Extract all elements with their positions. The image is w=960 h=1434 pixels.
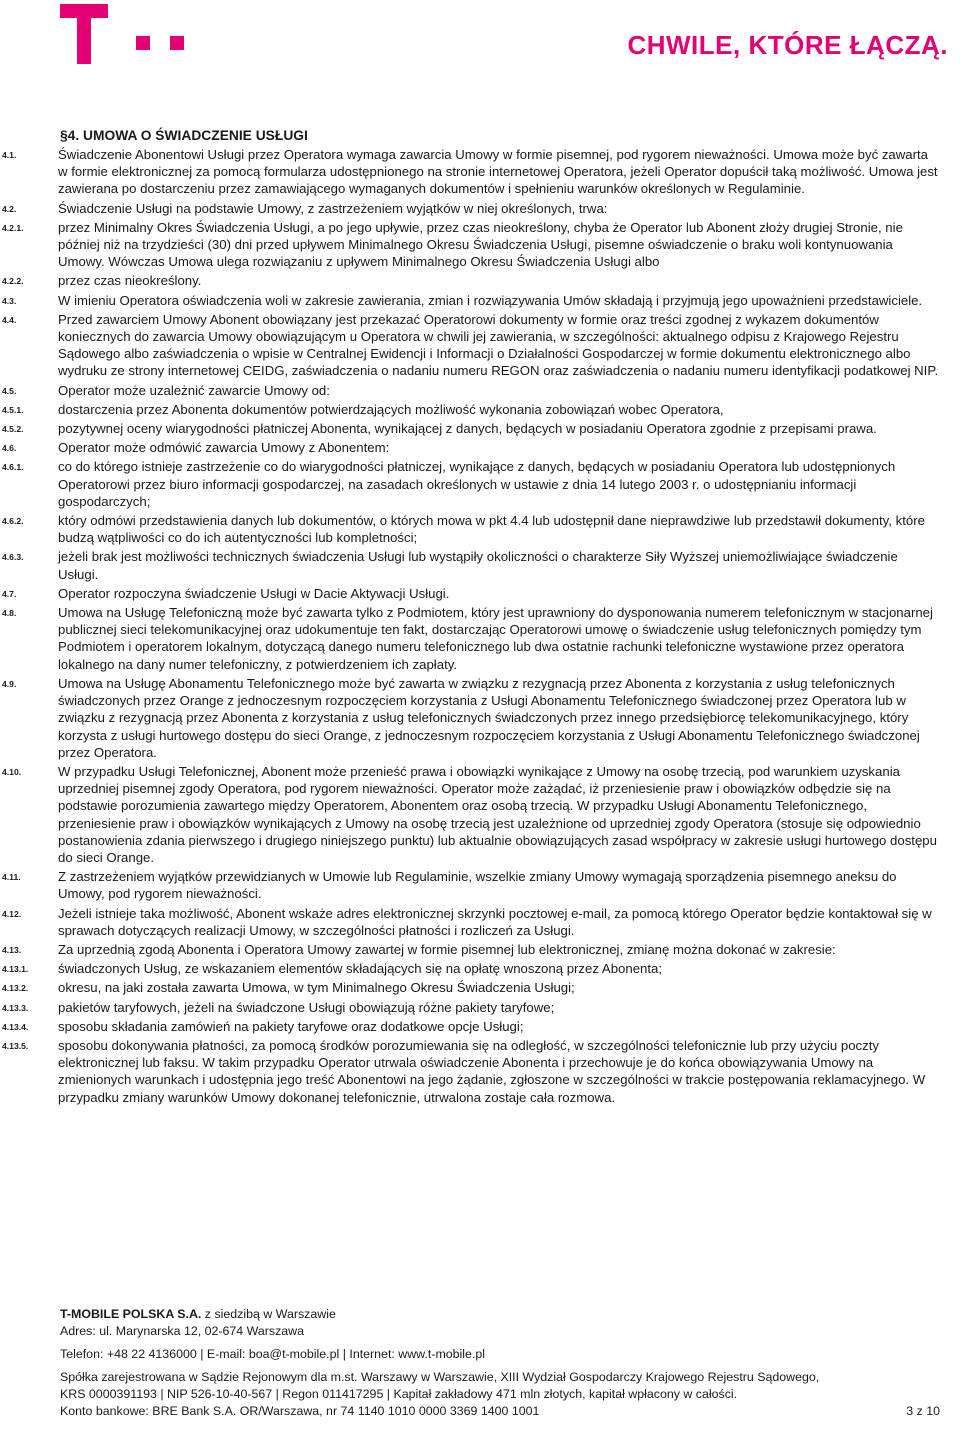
clause-item xyxy=(0,219,960,271)
footer-bank-row xyxy=(60,1403,950,1420)
page-number: 3 z 10 xyxy=(906,1404,940,1418)
footer-contact: Telefon: +48 22 4136000 | E-mail: boa@t-mobile.pl | Internet: www.t-mobile.pl xyxy=(60,1347,486,1361)
clause-item xyxy=(0,458,960,510)
clause-text: Świadczenie Abonentowi Usługi przez Operatora wymaga zawarcia Umowy w formie pisemnej, pod rygorem nieważności. Umowa może być zawarta w formie elektronicznej za pomocą formularza udostępnionego na stronie internetowej Operatora, jeżeli Operator dopuścił taką możliwość. Umowa jest zawierana po dostarczeniu przez zamawiającego wymaganych dokumentów i spełnieniu warunków określonych w Regulaminie. xyxy=(58,147,938,197)
brand-slogan: CHWILE, KTÓRE ŁĄCZĄ. xyxy=(627,30,948,60)
t-mobile-logo-icon xyxy=(60,4,108,64)
clause-number: 4.9. xyxy=(2,678,17,689)
clause-text: Operator rozpoczyna świadczenie Usługi w Dacie Aktywacji Usługi. xyxy=(58,585,450,601)
clause-item xyxy=(0,146,960,198)
section-title: §4. UMOWA O ŚWIADCZENIE USŁUGI xyxy=(60,128,308,143)
clause-number: 4.3. xyxy=(2,295,17,306)
company-seat: z siedzibą w Warszawie xyxy=(201,1307,336,1321)
clause-text: okresu, na jaki została zawarta Umowa, w tym Minimalnego Okresu Świadczenia Usługi; xyxy=(58,980,575,996)
clause-text: świadczonych Usług, ze wskazaniem elementów składających się na opłatę wnoszoną przez Abonenta; xyxy=(58,961,663,977)
clause-item xyxy=(0,999,960,1016)
clause-text: Umowa na Usługę Abonamentu Telefonicznego może być zawarta w związku z rezygnacją przez Abonenta z korzystania z usług telefonicznych świadczonych przez Orange z jednoczesnym rozpoczęciem korzystania z Usługi Abonamentu Telefonicznego świadczonej przez Operatora lub w związku z rezygnacją przez Abonenta z korzystania z usług telefonicznych świadczonych przez innego przedsiębiorcę telekomunikacyjnego, który korzysta z usługi hurtowego dostępu do sieci Orange, z jednoczesnym rozpoczęciem korzystania z Usługi Abonamentu Telefonicznego świadczonej przez Operatora. xyxy=(58,675,920,760)
clause-text: Świadczenie Usługi na podstawie Umowy, z zastrzeżeniem wyjątków w niej określonych, trwa: xyxy=(58,200,608,216)
clause-number: 4.6.2. xyxy=(2,516,24,527)
clause-item xyxy=(0,512,960,546)
clause-item xyxy=(0,905,960,939)
clause-text: Operator może uzależnić zawarcie Umowy od: xyxy=(58,382,330,398)
clause-text: sposobu składania zamówień na pakiety taryfowe oraz dodatkowe opcje Usługi; xyxy=(58,1018,524,1034)
clause-text: W imieniu Operatora oświadczenia woli w zakresie zawierania, zmian i rozwiązywania Umów składają i przyjmują jego upoważnieni przedstawiciele. xyxy=(58,292,923,308)
clause-item xyxy=(0,292,960,309)
footer-registry: Spółka zarejestrowana w Sądzie Rejonowym dla m.st. Warszawy w Warszawie, XIII Wydział Gospodarczy Krajowego Rejestru Sądowego, xyxy=(60,1370,820,1384)
footer-krs: KRS 0000391193 | NIP 526-10-40-567 | Regon 011417295 | Kapitał zakładowy 471 mln złotych, kapitał wpłacony w całości. xyxy=(60,1387,738,1401)
clause-number: 4.13.5. xyxy=(2,1040,29,1051)
clause-text: pozytywnej oceny wiarygodności płatniczej Abonenta, wynikającej z danych, będących w posiadaniu Operatora zgodnie z przepisami prawa. xyxy=(58,421,877,437)
clause-number: 4.5. xyxy=(2,385,17,396)
clause-number: 4.13.4. xyxy=(2,1021,29,1032)
clause-number: 4.8. xyxy=(2,608,17,619)
clause-number: 4.1. xyxy=(2,150,17,160)
clause-text: przez czas nieokreślony. xyxy=(58,273,202,289)
clause-item xyxy=(0,960,960,977)
clause-list xyxy=(0,146,960,1106)
clause-item xyxy=(0,200,960,217)
clause-item xyxy=(0,763,960,866)
clause-item xyxy=(0,1037,960,1106)
clause-text: pakietów taryfowych, jeżeli na świadczone Usługi obowiązują różne pakiety taryfowe; xyxy=(58,999,555,1015)
clause-text: dostarczenia przez Abonenta dokumentów potwierdzających możliwość wykonania zobowiązań wobec Operatora, xyxy=(58,401,724,417)
clause-item xyxy=(0,675,960,761)
page-header xyxy=(0,0,960,80)
clause-item xyxy=(0,272,960,289)
clause-text: W przypadku Usługi Telefonicznej, Abonent może przenieść prawa i obowiązki wynikające z Umowy na osobę trzecią, pod warunkiem uzyskania uprzedniej pisemnej zgody Operatora, pod rygorem nieważności. Operator może zażądać, iż przeniesienie praw i obowiązków odbędzie się na podstawie porozumienia zawartego między Operatorem, Abonentem oraz osobą trzecią. W przypadku Usługi Abonamentu Telefonicznego, przeniesienie praw i obowiązków wynikających z Umowy na osobę trzecią jest uzależnione od uprzedniej zgody Operatora (stosuje się odpowiednio postanowienia zdania pierwszego i drugiego niniejszego punktu) lub aktualnie obowiązujących zasad współpracy w zakresie usługi hurtowego dostępu do sieci Orange. xyxy=(58,763,937,865)
clause-text: Z zastrzeżeniem wyjątków przewidzianych w Umowie lub Regulaminie, wszelkie zmiany Umowy wymagają sporządzenia pisemnego aneksu do Umowy, pod rygorem nieważności. xyxy=(58,869,897,902)
clause-number: 4.13. xyxy=(2,944,22,955)
logo-square-icon xyxy=(136,36,150,50)
company-name: T-MOBILE POLSKA S.A. xyxy=(60,1307,202,1321)
clause-item xyxy=(0,439,960,456)
footer-address: Adres: ul. Marynarska 12, 02-674 Warszawa xyxy=(60,1324,305,1338)
clause-number: 4.5.1. xyxy=(2,404,24,415)
clause-item xyxy=(0,420,960,437)
clause-number: 4.13.3. xyxy=(2,1002,29,1013)
clause-text: co do którego istnieje zastrzeżenie co do wiarygodności płatniczej, wynikające z danych, będących w posiadaniu Operatora lub udostępnionych Operatorowi przez biuro informacji gospodarczej, na zasadach określonych w ustawie z dnia 14 lutego 2003 r. o udostępnianiu informacji gospodarczych; xyxy=(58,459,896,509)
clause-item xyxy=(0,585,960,602)
footer-bank: Konto bankowe: BRE Bank S.A. OR/Warszawa, nr 74 1140 1010 0000 3369 1400 1001 xyxy=(60,1404,540,1418)
logo-square-icon xyxy=(170,36,184,50)
clause-text: Jeżeli istnieje taka możliwość, Abonent wskaże adres elektronicznej skrzynki pocztowej e-mail, za pomocą którego Operator będzie kontaktował się w sprawach dotyczących realizacji Umowy, w szczególności płatności i rozliczeń za Usługi. xyxy=(58,905,932,938)
clause-number: 4.13.1. xyxy=(2,964,29,975)
clause-number: 4.5.2. xyxy=(2,424,24,435)
clause-item xyxy=(0,401,960,418)
clause-item xyxy=(0,868,960,902)
clause-item xyxy=(0,941,960,958)
clause-number: 4.10. xyxy=(2,766,22,777)
footer-company xyxy=(60,1306,950,1323)
clause-text: Operator może odmówić zawarcia Umowy z Abonentem: xyxy=(58,440,390,456)
clause-number: 4.2.1. xyxy=(2,222,24,233)
clause-number: 4.11. xyxy=(2,872,21,883)
clause-text: jeżeli brak jest możliwości technicznych świadczenia Usługi lub wystąpiły okoliczności o charakterze Siły Wyższej uniemożliwiające świadczenie Usługi. xyxy=(58,549,898,582)
clause-number: 4.6.1. xyxy=(2,462,24,473)
clause-item xyxy=(0,979,960,996)
clause-number: 4.2.2. xyxy=(2,276,24,287)
clause-item xyxy=(0,1018,960,1035)
clause-number: 4.13.2. xyxy=(2,983,29,994)
clause-text: przez Minimalny Okres Świadczenia Usługi, a po jego upływie, przez czas nieokreślony, chyba że Operator lub Abonent złoży drugiej Stronie, nie później niż na trzydzieści (30) dni przed upływem Minimalnego Okresu Świadczenia Usługi, pisemne oświadczenie o braku woli kontynuowania Umowy. Wówczas Umowa ulega rozwiązaniu z upływem Minimalnego Okresu Świadczenia Usługi albo xyxy=(58,219,903,270)
clause-text: Za uprzednią zgodą Abonenta i Operatora Umowy zawartej w formie pisemnej lub elektronicznej, zmianę można dokonać w zakresie: xyxy=(58,941,836,957)
clause-number: 4.2. xyxy=(2,203,17,214)
page-footer xyxy=(60,1306,950,1420)
clause-text: Przed zawarciem Umowy Abonent obowiązany jest przekazać Operatorowi dokumenty w formie oraz treści zgodnej z wykazem dokumentów koniecznych do zawarcia Umowy obowiązującym u Operatora w chwili jej zawierania, w szczególności: aktualnego odpisu z Krajowego Rejestru Sądowego albo zaświadczenia o wpisie w Centralnej Ewidencji i Informacji o Działalności Gospodarczej w formie dokumentu elektronicznego albo wydruku ze strony internetowej CEIDG, zaświadczenia o nadaniu numeru REGON oraz zaświadczenia o nadaniu numeru identyfikacji podatkowej NIP. xyxy=(58,311,939,379)
clause-number: 4.12. xyxy=(2,908,22,919)
clause-number: 4.4. xyxy=(2,314,17,325)
clause-item xyxy=(0,311,960,380)
clause-item xyxy=(0,604,960,673)
clause-item xyxy=(0,382,960,399)
document-body xyxy=(0,128,960,1108)
clause-number: 4.6. xyxy=(2,443,17,454)
clause-text: Umowa na Usługę Telefoniczną może być zawarta tylko z Podmiotem, który jest uprawniony do dysponowania numerem telefonicznym w stacjonarnej publicznej sieci telekomunikacyjnej oraz udokumentuje ten fakt, dostarczając Operatorowi umowę o świadczenie usług telefonicznych pomiędzy tym Podmiotem i operatorem lokalnym, dotyczącą danego numeru telefonicznego lub dwa ostatnie rachunki telefoniczne wystawione przez operatora lokalnego na dany numer telefoniczny, z potwierdzeniem ich zapłaty. xyxy=(58,605,933,672)
clause-text: który odmówi przedstawienia danych lub dokumentów, o których mowa w pkt 4.4 lub udostępnił dane nieprawdziwe lub przedstawił dokumenty, które budzą wątpliwości co do ich autentyczności lub kompletności; xyxy=(58,513,925,546)
clause-text: sposobu dokonywania płatności, za pomocą środków porozumiewania się na odległość, w szczególności telefonicznie lub przy użyciu poczty elektronicznej lub faksu. W takim przypadku Operator utrwala oświadczenie Abonenta i przechowuje je do końca obowiązywania Umowy na zmienionych warunkach i udostępnia jego treść Abonentowi na jego żądanie, zgłoszone w szczególności w trakcie postępowania reklamacyjnego. W przypadku zmiany warunków Umowy dokonanej telefonicznie, utrwalona zostaje cała rozmowa. xyxy=(58,1037,926,1105)
clause-item xyxy=(0,548,960,582)
clause-number: 4.6.3. xyxy=(2,552,24,563)
clause-number: 4.7. xyxy=(2,588,17,599)
